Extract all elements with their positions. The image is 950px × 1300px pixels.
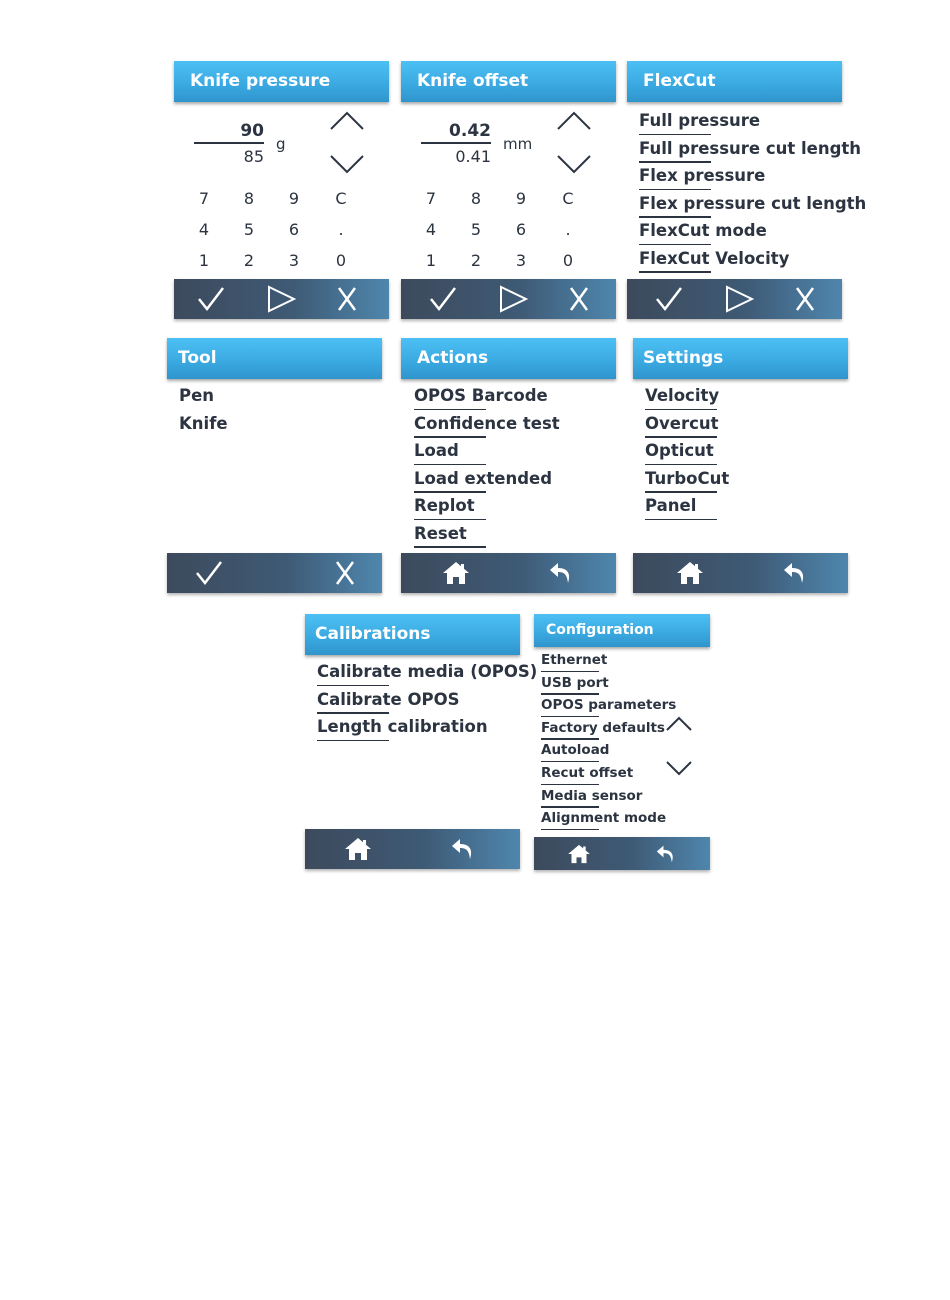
back-button[interactable] [438,829,488,869]
keypad-key[interactable]: 0 [335,251,347,270]
menu-item-underline [639,134,711,136]
menu-item[interactable] [645,414,719,433]
menu-item[interactable] [645,386,719,405]
calibrations-title: Calibrations [305,614,520,655]
home-icon [676,561,704,585]
tool-title: Tool [167,338,382,379]
keypad-key[interactable]: . [565,220,571,239]
menu-item-label: Full pressure cut length [639,138,862,158]
menu-item-underline [414,546,486,548]
flexcut-panel [627,61,867,318]
menu-item[interactable] [414,496,475,515]
cancel-button[interactable] [320,553,370,593]
menu-item[interactable] [541,720,665,736]
menu-item[interactable] [541,675,609,691]
menu-item-label: Full pressure [639,111,761,130]
menu-item-label: Confidence test [414,413,560,433]
menu-item-underline [639,271,711,273]
settings-footer [633,553,848,593]
menu-item-label: Calibrate OPOS [317,689,460,709]
menu-item-label: Media sensor [541,787,643,804]
menu-item-underline [639,216,711,218]
back-arrow-icon [655,844,677,864]
menu-item[interactable] [645,469,729,488]
x-icon [794,286,816,312]
menu-item[interactable] [414,441,459,460]
back-button[interactable] [536,553,586,593]
menu-item[interactable] [639,166,765,185]
menu-item[interactable] [639,111,760,130]
knife-offset-footer [401,279,616,319]
home-icon [344,837,372,861]
menu-item-label: Alignment mode [541,810,667,827]
keypad-key[interactable]: 2 [470,251,482,270]
confirm-button[interactable] [418,279,468,319]
keypad-key[interactable]: 1 [425,251,437,270]
menu-item[interactable] [541,652,607,668]
menu-item-underline [645,519,717,521]
keypad-key[interactable]: 1 [198,251,210,270]
keypad-key[interactable]: 8 [243,189,255,208]
keypad-key[interactable]: 3 [288,251,300,270]
menu-item-underline [317,712,389,714]
keypad-key[interactable]: 8 [470,189,482,208]
menu-item[interactable] [414,386,548,405]
menu-item-label: Autoload [541,742,610,759]
menu-item-label: Load [414,441,459,460]
menu-item-underline [414,491,486,493]
check-icon [195,560,223,586]
keypad-key[interactable]: 9 [515,189,527,208]
menu-item[interactable] [317,662,537,681]
menu-item-underline [541,738,599,740]
knife-pressure-unit: g [276,135,286,153]
play-button[interactable] [714,279,764,319]
chevron-down-icon[interactable] [329,154,365,174]
x-icon [568,286,590,312]
menu-item[interactable] [179,414,228,433]
play-icon [266,285,296,313]
menu-item-label: Calibrate media (OPOS) [317,662,538,681]
menu-item-label: Flex pressure cut length [639,193,867,213]
keypad-key[interactable]: 4 [198,220,210,239]
menu-item[interactable] [317,690,460,709]
menu-item-label: Recut offset [541,765,634,781]
menu-item-underline [645,464,717,466]
value-divider [194,142,264,144]
menu-item-underline [414,409,486,411]
keypad-key[interactable]: C [335,189,347,208]
menu-item[interactable] [541,788,642,804]
menu-item[interactable] [414,414,560,433]
keypad-key[interactable]: 9 [288,189,300,208]
chevron-down-icon[interactable] [556,154,592,174]
keypad-key[interactable]: 5 [243,220,255,239]
home-button[interactable] [665,553,715,593]
keypad-key[interactable]: 6 [515,220,527,239]
knife-pressure-footer [174,279,389,319]
menu-item[interactable] [541,810,666,826]
menu-item[interactable] [414,524,467,543]
flexcut-footer [627,279,842,319]
menu-item[interactable] [639,194,866,213]
keypad-key[interactable]: 5 [470,220,482,239]
keypad-key[interactable]: C [562,189,574,208]
calibrations-panel [305,614,538,870]
home-button[interactable] [431,553,481,593]
menu-item-label: Flex pressure [639,166,766,185]
menu-item-underline [541,806,599,808]
configuration-panel [534,614,710,870]
menu-item-label: Length calibration [317,717,488,736]
menu-item-label: Load extended [414,468,553,488]
confirm-button[interactable] [184,553,234,593]
back-button[interactable] [641,837,691,870]
menu-item[interactable] [645,496,696,515]
menu-item-label: OPOS Barcode [414,386,548,405]
menu-item-label: USB port [541,674,609,691]
configuration-title: Configuration [534,614,710,647]
settings-title: Settings [633,338,848,379]
home-button[interactable] [554,837,604,870]
menu-item-underline [541,761,599,763]
x-icon [336,286,358,312]
calibrations-footer [305,829,520,869]
keypad-key[interactable]: 6 [288,220,300,239]
configuration-footer [534,837,710,870]
tool-panel [167,338,382,594]
keypad-key[interactable]: 7 [198,189,210,208]
check-icon [197,286,225,312]
menu-item-underline [317,740,389,742]
home-icon [442,561,470,585]
check-icon [655,286,683,312]
knife-pressure-value: 90 [240,121,264,141]
menu-item[interactable] [179,386,214,405]
menu-item-underline [645,409,717,411]
keypad-key[interactable]: 0 [562,251,574,270]
knife-pressure-previous: 85 [243,147,264,166]
cancel-button[interactable] [780,279,830,319]
confirm-button[interactable] [644,279,694,319]
back-arrow-icon [450,837,476,861]
menu-item-label: Factory defaults [541,719,665,736]
play-icon [498,285,528,313]
menu-item-underline [414,464,486,466]
menu-item[interactable] [645,441,714,460]
menu-item-underline [645,436,717,438]
chevron-up-icon[interactable] [329,111,365,131]
menu-item-underline [317,685,389,687]
menu-item[interactable] [639,139,861,158]
back-arrow-icon [782,561,808,585]
knife-offset-unit: mm [503,135,533,153]
keypad-key[interactable]: . [338,220,344,239]
menu-item-label: Opticut [645,441,714,460]
play-icon [724,285,754,313]
chevron-up-icon[interactable] [665,716,693,732]
cancel-button[interactable] [554,279,604,319]
menu-item-label: FlexCut Velocity [639,248,790,268]
knife-pressure-title: Knife pressure [174,61,389,102]
menu-item-label: Overcut [645,413,719,433]
chevron-down-icon[interactable] [665,760,693,776]
menu-item[interactable] [541,742,609,758]
actions-title: Actions [401,338,616,379]
menu-item-underline [645,491,717,493]
menu-item-label: Reset [414,523,467,543]
menu-item[interactable] [541,765,633,781]
home-button[interactable] [333,829,383,869]
menu-item-label: Velocity [645,386,720,405]
knife-offset-panel [401,61,616,318]
keypad-key[interactable]: 3 [515,251,527,270]
knife-offset-title: Knife offset [401,61,616,102]
menu-item-underline [541,693,599,695]
menu-item-label: Replot [414,496,475,515]
menu-item-underline [541,829,599,831]
menu-item[interactable] [541,697,676,713]
menu-item-underline [414,519,486,521]
keypad-key[interactable]: 7 [425,189,437,208]
menu-item-label: Panel [645,496,697,515]
cancel-button[interactable] [322,279,372,319]
menu-item-label: TurboCut [645,468,730,488]
menu-item-label: Ethernet [541,652,608,668]
tool-footer [167,553,382,593]
play-button[interactable] [256,279,306,319]
actions-panel [401,338,616,594]
menu-item-underline [639,161,711,163]
menu-item[interactable] [414,469,552,488]
menu-item-label: Pen [179,386,215,405]
back-arrow-icon [548,561,574,585]
menu-item[interactable] [317,717,488,736]
chevron-up-icon[interactable] [556,111,592,131]
menu-item[interactable] [639,221,767,240]
knife-offset-value: 0.42 [449,121,491,141]
keypad-key[interactable]: 4 [425,220,437,239]
menu-item[interactable] [639,249,789,268]
menu-item-label: FlexCut mode [639,221,767,240]
menu-item-underline [414,436,486,438]
value-divider [421,142,491,144]
flexcut-title: FlexCut [627,61,842,102]
menu-item-label: OPOS parameters [541,697,677,714]
actions-footer [401,553,616,593]
knife-pressure-panel [174,61,389,318]
menu-item-underline [541,784,599,786]
menu-item-label: Knife [179,413,228,433]
knife-offset-previous: 0.41 [455,147,491,166]
settings-panel [633,338,848,594]
x-icon [334,560,356,586]
menu-item-underline [541,671,599,673]
menu-item-underline [639,189,711,191]
menu-item-underline [639,244,711,246]
play-button[interactable] [488,279,538,319]
confirm-button[interactable] [186,279,236,319]
home-icon [567,844,591,864]
back-button[interactable] [770,553,820,593]
keypad-key[interactable]: 2 [243,251,255,270]
menu-item-underline [541,716,599,718]
check-icon [429,286,457,312]
